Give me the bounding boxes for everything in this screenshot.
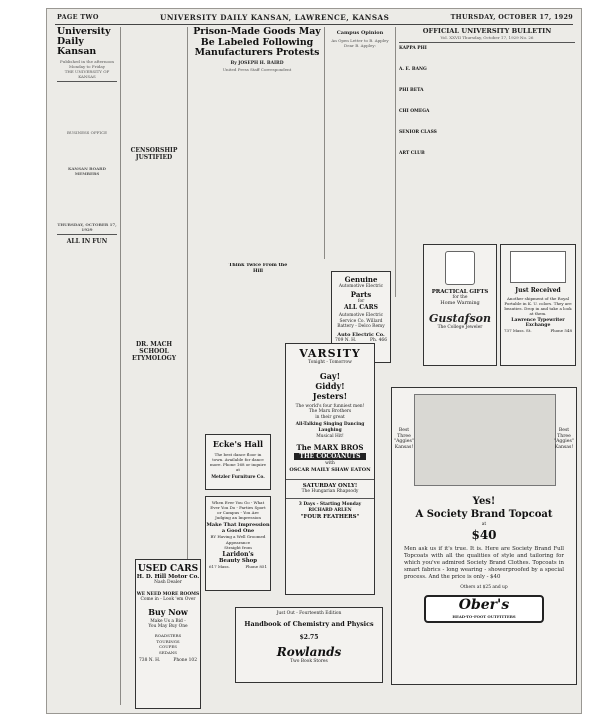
ad-type-body: Another shipment of the Royal Portable in K. U. colors. They are beauties. Drop in and take a look at them.: [504, 296, 572, 316]
ad-varsity-saturday: SATURDAY ONLY!: [286, 479, 374, 489]
ad-beauty-name2: Beauty Shop: [218, 557, 258, 564]
ad-type-name: Lawrence Typewriter Exchange: [511, 318, 565, 328]
official-bulletin: [399, 27, 575, 262]
ad-eckes-body: The best dance floor in town. Available for dance more. Phone 168 or inquire at: [210, 452, 266, 472]
bulletin-item-3: PHI BETA: [399, 88, 424, 93]
ad-society-brand-name: Ober's: [458, 597, 510, 614]
campus-opinion-column: [329, 27, 391, 312]
masthead-date: THURSDAY, OCTOBER 17, 1929: [57, 222, 117, 233]
ad-varsity-act: The Marx Brothers: [308, 409, 352, 415]
ad-rowlands-line: Just Out - Fourteenth Edition: [276, 611, 342, 616]
article-dateline: United Press Staff Correspondent: [222, 66, 292, 72]
ad-society-body: Men ask us if it's true. It is. Here are Society Brand Full Topcoats with all the qualities of style and tailoring for which you've admired Society Brand Clothes. Topcoats in smart fabrics - long wearing - showerproofed by a special process. And the price is only - $40: [404, 545, 564, 580]
ad-eckes-name: Metzler Furniture Co.: [211, 475, 265, 480]
article-byline: By JOSEPH H. BAIRD: [230, 60, 284, 66]
ad-varsity-feature: The MARX BROS: [296, 443, 364, 453]
bulletin-item-6: ART CLUB: [399, 151, 425, 156]
masthead-line-2: THE UNIVERSITY OF KANSAS: [64, 69, 110, 79]
ad-gifts-sub2: Home Warming: [440, 299, 480, 306]
ad-type-title: Just Received: [515, 287, 561, 294]
ad-society-tag: HEAD-TO-FOOT OUTFITTERS: [452, 614, 516, 620]
ad-varsity-with: with: [325, 461, 335, 467]
article-block: [193, 27, 321, 277]
folio-date: THURSDAY, OCTOBER 17, 1929: [450, 13, 573, 21]
ad-auto-address: 709 N. H.: [335, 337, 357, 343]
ad-cars-come: Come in - Look 'em Over: [140, 597, 196, 603]
ad-gifts-title: PRACTICAL GIFTS: [431, 289, 489, 295]
editorial-all-in-fun-body: [57, 247, 117, 307]
bulletin-item-5: SENIOR CLASS: [399, 130, 437, 135]
typewriter-illustration: [510, 251, 566, 283]
masthead-staff-heading: KANSAN BOARD MEMBERS: [68, 166, 106, 177]
folio-rule: [55, 24, 573, 25]
ad-rowlands: [235, 607, 383, 683]
folio-line: [57, 11, 573, 23]
newspaper-page: [46, 8, 582, 714]
ad-society-price: $40: [471, 527, 497, 542]
ad-used-cars: [135, 559, 201, 709]
ad-auto-line-1: Automotive Electric: [338, 284, 384, 289]
bulletin-item-4: CHI OMEGA: [399, 109, 430, 114]
ad-society-at: at: [481, 522, 487, 527]
ad-cars-title: USED CARS: [137, 564, 199, 574]
ad-rowlands-sub: Two Book Stores: [290, 658, 328, 664]
ad-society-headline: A Society Brand Topcoat: [415, 509, 553, 520]
ad-cars-models: ROADSTERS TOURINGS COUPES SEDANS: [154, 632, 182, 655]
ad-varsity-star2: RICHARD ARLEN: [308, 507, 352, 513]
ad-cars-address: 738 N. H.: [139, 658, 161, 664]
ad-auto-title: Genuine: [344, 275, 378, 284]
bulletin-item-2: A. E. BANG: [399, 67, 427, 72]
ad-cars-name: H. D. Hill Motor Co.: [136, 574, 200, 580]
ad-beauty-by: BY Having a Well Groomed Appearance: [210, 534, 266, 545]
folio-page: PAGE TWO: [57, 13, 99, 21]
ad-varsity-film2: "FOUR FEATHERS": [300, 513, 360, 520]
ad-varsity-title: VARSITY: [299, 347, 361, 360]
ad-society-others: Others at $25 and up: [460, 584, 508, 590]
ad-type-address: 737 Mass. St.: [504, 328, 532, 333]
ad-auto-line-2: Parts: [350, 289, 372, 299]
article-headline: Prison-Made Goods May Be Labeled Following Manufacturers Protests: [193, 27, 321, 58]
ad-auto-line-3: for: [357, 298, 365, 304]
column-masthead: [57, 27, 117, 711]
ad-varsity-rhapsody: The Hungarian Rhapsody: [301, 488, 359, 494]
ad-gustafson: [423, 244, 497, 366]
ad-varsity-film: THE COCOANUTS: [294, 453, 366, 460]
masthead-title: University Daily Kansan: [57, 27, 111, 57]
bulletin-title: OFFICIAL UNIVERSITY BULLETIN: [422, 27, 552, 35]
article-filler-box: [225, 263, 291, 275]
ad-cars-buy: WE NEED MORE ROOMS: [136, 591, 200, 597]
ad-eckes-hall: [205, 434, 271, 490]
ad-varsity-talk: All-Talking Singing Dancing Laughing: [295, 422, 365, 433]
obers-logo: [424, 595, 544, 623]
ad-beauty-make: Make That Impression a Good One: [206, 522, 270, 534]
ad-varsity-body: The world's four funniest men!: [295, 403, 365, 409]
ad-varsity-line-3: Jesters!: [312, 390, 348, 401]
ad-varsity-in-their: in their great: [315, 414, 345, 420]
ad-beauty-body: When Ever You Go - What Ever You Do - Parties Sport or Campus - You Are Judging an Impression: [210, 500, 266, 520]
ad-varsity-stars: OSCAR MAILY SHAW EATON: [289, 466, 371, 473]
ad-varsity-line-1: Gay!: [319, 370, 341, 381]
ad-typewriter: [500, 244, 576, 366]
ad-society-yes: Yes!: [472, 496, 496, 507]
ad-eckes-title: Ecke's Hall: [212, 439, 264, 449]
ad-beauty-phone: Phone 851: [245, 563, 267, 569]
clock-illustration: [445, 251, 475, 285]
editorial-mach: DR. MACH SCHOOL ETYMOLOGY: [131, 341, 177, 362]
ad-varsity-musical: Musical Hit!: [316, 433, 344, 439]
ad-cars-offer: Make Us a Bid -: [150, 618, 186, 624]
folio-paper: UNIVERSITY DAILY KANSAN, LAWRENCE, KANSAS: [160, 12, 390, 22]
ad-varsity: [285, 343, 375, 595]
ad-cars-note: Nash Dealer: [154, 580, 182, 585]
ad-varsity-days: 3 Days - Starting Monday: [286, 498, 374, 508]
ad-type-phone: Phone 548: [550, 328, 572, 333]
ad-cars-now: Buy Now: [148, 606, 188, 617]
campus-opinion-title: Campus Opinion: [336, 30, 384, 36]
masthead-line-3: BUSINESS OFFICE: [66, 130, 108, 136]
ad-varsity-tag: Tonight - Tomorrow: [308, 360, 352, 365]
ad-rowlands-name: Rowlands: [276, 644, 342, 659]
ad-cars-phone: Phone 102: [173, 658, 197, 664]
ad-auto-line-4: ALL CARS: [344, 304, 378, 312]
ad-society-brand: [391, 387, 577, 685]
campus-opinion-sub: An Open Letter to B. Appley Dear B. Appley:: [331, 38, 389, 48]
editorial-all-in-fun: ALL IN FUN: [66, 238, 108, 246]
ad-society-best-right: Best Three "Aggies" Kansas!: [554, 428, 574, 450]
ad-beauty-address: 617 Mass.: [209, 563, 230, 569]
ad-gifts-sub: for the: [452, 295, 468, 300]
ad-auto-phone: Ph. 466: [370, 337, 387, 343]
ad-varsity-line-2: Giddy!: [315, 380, 345, 391]
topcoat-illustration: [414, 394, 556, 486]
ad-auto-body: Automotive Electric Service Co. Willard Battery - Delco Remy: [337, 313, 385, 330]
ad-gifts-brand: Gustafson: [428, 312, 492, 326]
masthead-line-1: Published in the afternoon Monday to Friday: [60, 59, 114, 69]
ad-beauty-name: Laridon's: [222, 550, 254, 558]
bulletin-sub: Vol. XXVII Thursday, October 17, 1929 No. 26: [440, 35, 534, 40]
editorial-censorship: CENSORSHIP JUSTIFIED: [130, 147, 178, 161]
bulletin-item-1: KAPPA PHI: [399, 46, 427, 51]
article-filler: Think Twice From the Hill: [228, 263, 288, 274]
ad-cars-offer2: You May Buy One: [148, 624, 188, 630]
ad-gifts-tag: The College Jeweler: [437, 325, 483, 331]
ad-society-best-left: Best Three "Aggies" Kansas!: [394, 428, 414, 450]
ad-auto-name: Auto Electric Co.: [337, 331, 385, 338]
ad-rowlands-price: $2.75: [299, 633, 319, 641]
ad-beauty-shop: [205, 496, 271, 591]
ad-rowlands-book: Handbook of Chemistry and Physics: [244, 619, 374, 628]
ad-beauty-straight: Straight from: [224, 545, 252, 551]
